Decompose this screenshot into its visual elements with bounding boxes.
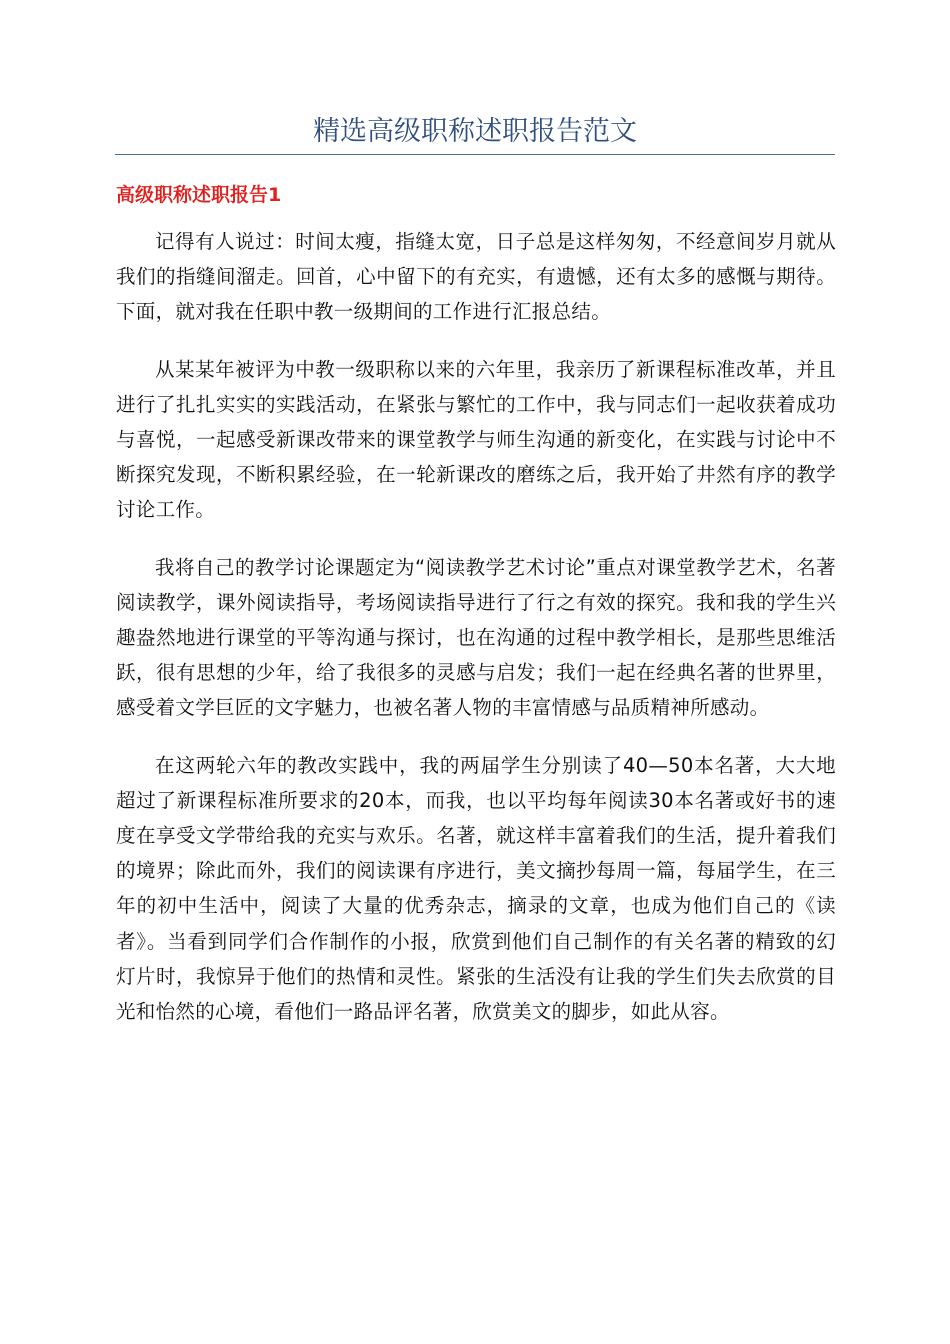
paragraph: 在这两轮六年的教改实践中，我的两届学生分别读了40—50本名著，大大地超过了新课程标准所要求的20本，而我，也以平均每年阅读30本名著或好书的速度在享受文学带给我的充实与欢乐。名著，就这样丰富着我们的生活，提升着我们的境界；除此而外，我们的阅读课有序进行，美文摘抄每周一篇，每届学生，在三年的初中生活中，阅读了大量的优秀杂志，摘录的文章，也成为他们自己的《读者》。当看到同学们合作制作的小报，欣赏到他们自己制作的有关名著的精致的幻灯片时，我惊异于他们的热情和灵性。紧张的生活没有让我的学生们失去欣赏的目光和怡然的心境，看他们一路品评名著，欣赏美文的脚步，如此从容。 — [116, 753, 836, 1024]
paragraph: 从某某年被评为中教一级职称以来的六年里，我亲历了新课程标准改革，并且进行了扎扎实实的实践活动，在紧张与繁忙的工作中，我与同志们一起收获着成功与喜悦，一起感受新课改带来的课堂教学与师生沟通的新变化，在实践与讨论中不断探究发现，不断积累经验，在一轮新课改的磨练之后，我开始了井然有序的教学讨论工作。 — [116, 357, 836, 522]
paragraph: 记得有人说过：时间太瘦，指缝太宽，日子总是这样匆匆，不经意间岁月就从我们的指缝间溜走。回首，心中留下的有充实，有遗憾，还有太多的感慨与期待。下面，就对我在任职中教一级期间的工作进行汇报总结。 — [116, 230, 836, 324]
title-underline — [115, 154, 835, 155]
document-body — [116, 224, 836, 1051]
section-heading: 高级职称述职报告1 — [116, 184, 282, 206]
paragraph: 我将自己的教学讨论课题定为“阅读教学艺术讨论”重点对课堂教学艺术，名著阅读教学，课外阅读指导，考场阅读指导进行了行之有效的探究。我和我的学生兴趣盎然地进行课堂的平等沟通与探讨，也在沟通的过程中教学相长，是那些思维活跃，很有思想的少年，给了我很多的灵感与启发；我们一起在经典名著的世界里，感受着文学巨匠的文字魅力，也被名著人物的丰富情感与品质精神所感动。 — [116, 555, 836, 720]
document-title: 精选高级职称述职报告范文 — [313, 116, 637, 147]
